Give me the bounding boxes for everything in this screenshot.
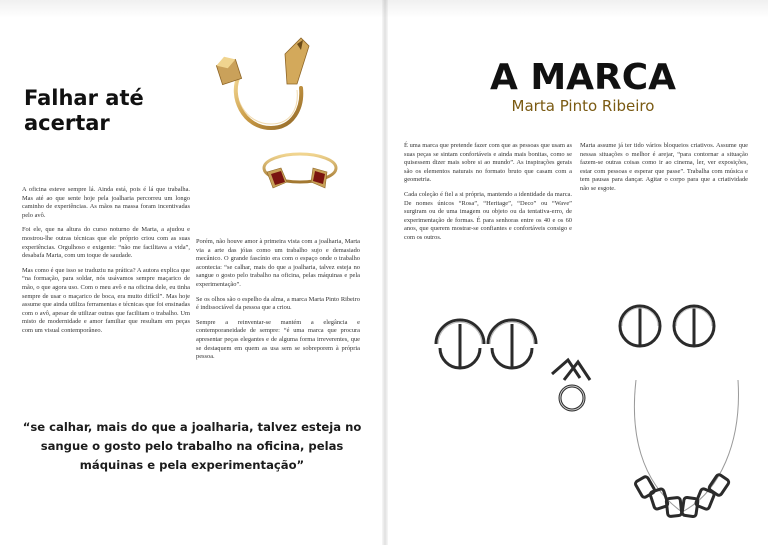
paragraph: Sempre a reinventar-se mantém a elegância e contemporaneidade de sempre: “é uma marca que procura apresentar peças elegantes e de alguma forma irreverentes, que se destaquem em quem as usa sem se sobreporem à própria pessoa. [196,318,360,361]
silver-ring-photo [542,352,602,422]
right-column-2 [580,142,748,200]
paragraph: Se os olhos são o espelho da alma, a marca Marta Pinto Ribeiro é indissociável da pessoa que a criou. [196,295,360,312]
paragraph: Foi ele, que na altura do curso noturno de Marta, a ajudou e mostrou-lhe outras técnicas que ele próprio criou com as suas experiências. Orgulhoso e exigente: “não me facilitava a vida”, desabafa Marta, com um toque de saudade. [22,226,190,260]
section-title: A MARCA [489,57,677,98]
paragraph: Marta assume já ter tido vários bloqueios criativos. Assume que nessas situações o melhor é arejar, “para contornar a situação fazem-se outras coisas como ir ao cinema, ler, ver exposições, estar com pessoas e esperar que passe”. Trabalha com música e tem pausas para dançar. Agitar o corpo para que a criatividade não se esgote. [580,142,748,192]
left-column-2 [196,238,360,368]
pull-quote: “se calhar, mais do que a joalharia, talvez esteja no sangue o gosto pelo trabalho na oficina, pelas máquinas e pela experimentação” [22,420,362,472]
left-column-1 [22,186,190,342]
paragraph: É uma marca que pretende fazer com que as pessoas que usam as suas peças se sintam confortáveis e ainda mais bonitas, como se quisessem dizer mais sobre si ao mundo”. As inspirações gerais são os elementos naturais no formato bruto que casam com a geometria. [404,142,572,184]
silver-earrings-photo [612,296,722,356]
garnet-bangle-photo [255,146,345,206]
silver-earrings-photo [430,310,540,380]
article-title: Falhar até acertar [24,86,144,135]
gold-cuff-bracelet-photo [205,32,315,142]
silver-necklace-photo [610,372,760,532]
page-gutter [382,0,388,545]
right-column-1 [404,142,572,249]
paragraph: Mas como é que isso se traduziu na prática? A autora explica que “na formação, para soldar, nós usávamos sempre maçarico de mão, o que agora uso. Com o meu avô e na oficina dele, eu tinha sempre de usar o maçarico de boca, era muito difícil”. Mas hoje assume que ainda utiliza ferramentas e técnicas que foi ensinadas com o avô, apesar de utilizar outras que facilitam o trabalho. Um misto de modernidade e amor familiar que resultam em peças com um visual contemporâneo. [22,266,190,334]
paragraph: Porém, não houve amor à primeira vista com a joalharia, Marta via a arte das jóias como um trabalho sujo e demasiado mecânico. O grande fascínio era com o espaço onde o trabalho acontecia: “se calhar, mais do que a joalharia, talvez esteja no sangue o gosto pelo trabalho na oficina, pelas máquinas e pela experimentação”. [196,238,360,288]
brand-subtitle: Marta Pinto Ribeiro [511,97,655,115]
paragraph: A oficina esteve sempre lá. Ainda está, pois é lá que trabalha. Mas até ao que sente hoje pela joalharia percorreu um longo caminho de experiências. As mãos na massa foram incentivadas pelo avô. [22,186,190,219]
top-shadow [0,0,768,18]
paragraph: Cada coleção é fiel a si própria, mantendo a identidade da marca. De nomes únicos “Rosa”, “Heritage”, “Deco” ou “Wave” surgiram ou de uma imagem ou objeto ou da tentativa-erro, de experimentação de formas. É para senhoras entre os 40 e os 60 anos, que querem mostrar-se confiantes e confortáveis consigo e com os outros. [404,190,572,241]
